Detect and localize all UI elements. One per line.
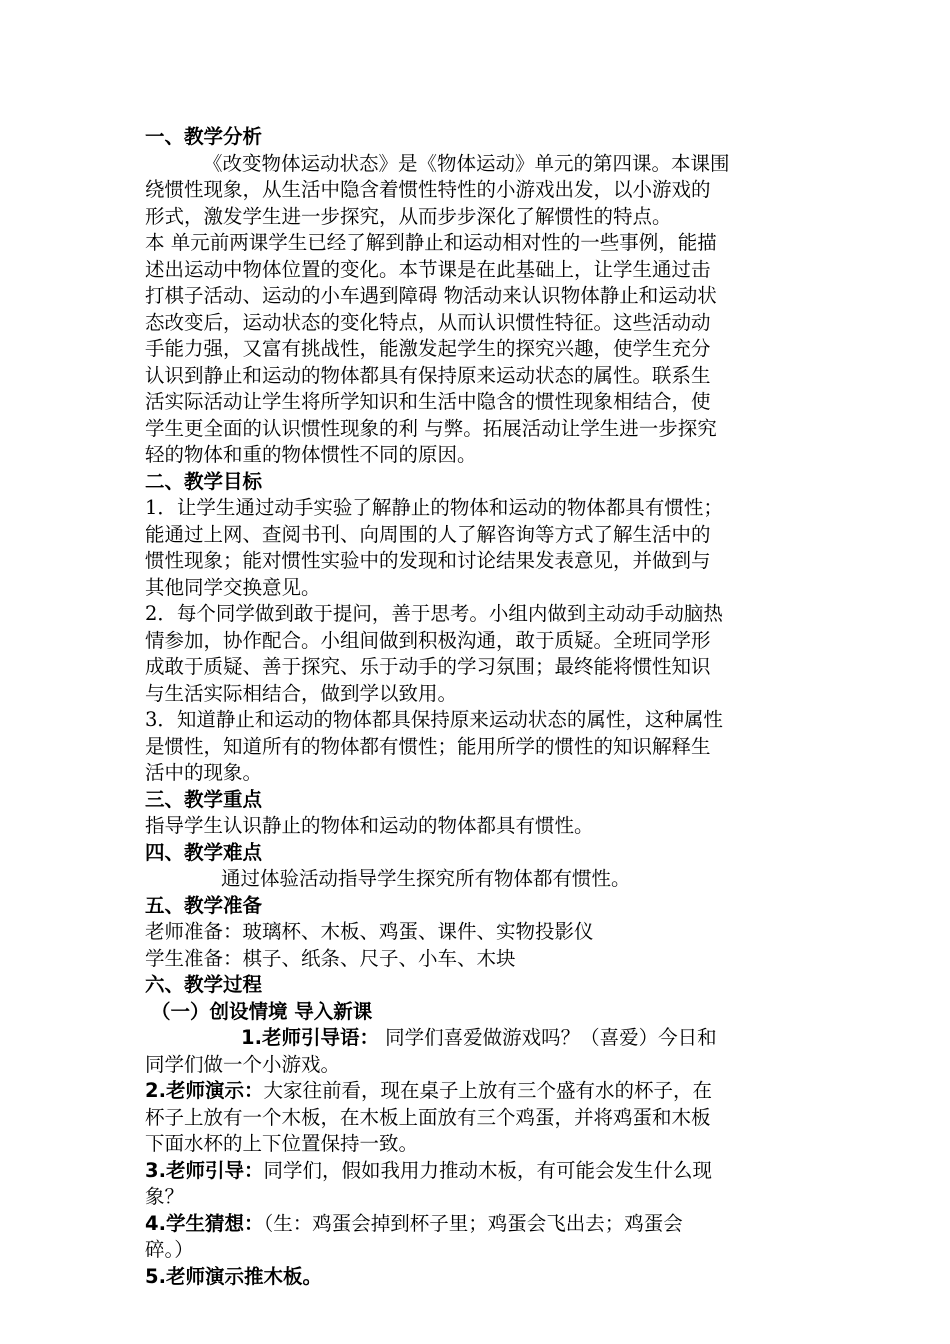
paragraph-line: 象？ bbox=[145, 1185, 185, 1208]
list-item-line: 活中的现象。 bbox=[145, 761, 263, 784]
process-step-1 bbox=[145, 1025, 815, 1052]
paragraph-line: 通过体验活动指导学生探究所有物体都有惯性。 bbox=[221, 867, 631, 890]
section-title-difficulties: 四、教学难点 bbox=[145, 840, 263, 864]
list-item-line: 与生活实际相结合，做到学以致用。 bbox=[145, 681, 458, 705]
paragraph-line: 形式，激发学生进一步探究，从而步步深化了解惯性的特点。 bbox=[145, 204, 672, 228]
paragraph-line: 认识到静止和运动的物体都具有保持原来运动状态的属性。联系生 bbox=[145, 363, 711, 387]
paragraph-line: 下面水杯的上下位置保持一致。 bbox=[145, 1132, 419, 1155]
paragraph-line: 学生准备：棋子、纸条、尺子、小车、木块 bbox=[145, 946, 516, 970]
step-text: 大家往前看，现在桌子上放有三个盛有水的杯子，在 bbox=[263, 1079, 712, 1102]
section-title-process: 六、教学过程 bbox=[145, 973, 263, 996]
list-item-line: 是惯性，知道所有的物体都有惯性；能用所学的惯性的知识解释生 bbox=[145, 734, 711, 758]
paragraph-line: 述出运动中物体位置的变化。本节课是在此基础上，让学生通过击 bbox=[145, 257, 711, 281]
step-text: 同学们，假如我用力推动木板，有可能会发生什么现 bbox=[263, 1158, 712, 1182]
list-item-line: 成敢于质疑、善于探究、乐于动手的学习氛围；最终能将惯性知识 bbox=[145, 655, 711, 678]
paragraph-line: 老师准备：玻璃杯、木板、鸡蛋、课件、实物投影仪 bbox=[145, 920, 594, 943]
paragraph-line: 本 单元前两课学生已经了解到静止和运动相对性的一些事例，能描 bbox=[145, 231, 717, 254]
paragraph-line: 同学们做一个小游戏。 bbox=[145, 1052, 341, 1076]
list-item-line: 情参加，协作配合。小组间做到积极沟通，敢于质疑。全班同学形 bbox=[145, 628, 711, 652]
paragraph-line: 态改变后，运动状态的变化特点，从而认识惯性特征。这些活动动 bbox=[145, 310, 711, 334]
subsection-title: （一）创设情境 导入新课 bbox=[151, 999, 373, 1023]
section-title-teaching-analysis: 一、教学分析 bbox=[145, 125, 263, 148]
list-item-line: 2．每个同学做到敢于提问，善于思考。小组内做到主动动手动脑热 bbox=[145, 602, 723, 625]
step-label: 4.学生猜想： bbox=[145, 1211, 264, 1235]
list-item-line: 能通过上网、查阅书刊、向周围的人了解咨询等方式了解生活中的 bbox=[145, 522, 711, 546]
paragraph-line: 学生更全面的认识惯性现象的利 与弊。拓展活动让学生进一步探究 bbox=[145, 416, 717, 440]
paragraph-line: 绕惯性现象，从生活中隐含着惯性特性的小游戏出发，以小游戏的 bbox=[145, 178, 711, 201]
paragraph-line: 打棋子活动、运动的小车遇到障碍 物活动来认识物体静止和运动状 bbox=[145, 284, 717, 307]
section-title-preparation: 五、教学准备 bbox=[145, 893, 263, 917]
step-text: 同学们喜爱做游戏吗？（喜爱）今日和 bbox=[378, 1026, 717, 1049]
paragraph-line: 活实际活动让学生将所学知识和生活中隐含的惯性现象相结合，使 bbox=[145, 390, 711, 413]
process-step-5 bbox=[145, 1264, 815, 1291]
document-page bbox=[145, 124, 815, 1290]
step-label: 3.老师引导： bbox=[145, 1158, 264, 1182]
step-text: （生：鸡蛋会掉到杯子里；鸡蛋会飞出去；鸡蛋会 bbox=[263, 1211, 683, 1235]
paragraph-line: 手能力强，又富有挑战性，能激发起学生的探究兴趣，使学生充分 bbox=[145, 337, 711, 360]
paragraph-line: 碎。） bbox=[145, 1238, 194, 1261]
paragraph-line: 《改变物体运动状态》是《物体运动》单元的第四课。本课围 bbox=[203, 151, 730, 175]
process-step-4 bbox=[145, 1211, 815, 1238]
section-title-key-points: 三、教学重点 bbox=[145, 787, 263, 811]
step-label: 1.老师引导语： bbox=[241, 1026, 379, 1049]
list-item-line: 1．让学生通过动手实验了解静止的物体和运动的物体都具有惯性； bbox=[145, 496, 723, 519]
list-item-line: 其他同学交换意见。 bbox=[145, 575, 321, 599]
process-step-2 bbox=[145, 1078, 815, 1105]
step-label: 5.老师演示推木板。 bbox=[145, 1264, 322, 1288]
paragraph-line: 指导学生认识静止的物体和运动的物体都具有惯性。 bbox=[145, 814, 594, 837]
paragraph-line: 杯子上放有一个木板，在木板上面放有三个鸡蛋，并将鸡蛋和木板 bbox=[145, 1105, 711, 1129]
step-label: 2.老师演示： bbox=[145, 1079, 264, 1102]
list-item-line: 惯性现象；能对惯性实验中的发现和讨论结果发表意见，并做到与 bbox=[145, 549, 711, 572]
paragraph-line: 轻的物体和重的物体惯性不同的原因。 bbox=[145, 443, 477, 466]
section-title-teaching-goals: 二、教学目标 bbox=[145, 469, 263, 493]
list-item-line: 3．知道静止和运动的物体都具保持原来运动状态的属性，这种属性 bbox=[145, 708, 723, 731]
process-step-3 bbox=[145, 1158, 815, 1185]
